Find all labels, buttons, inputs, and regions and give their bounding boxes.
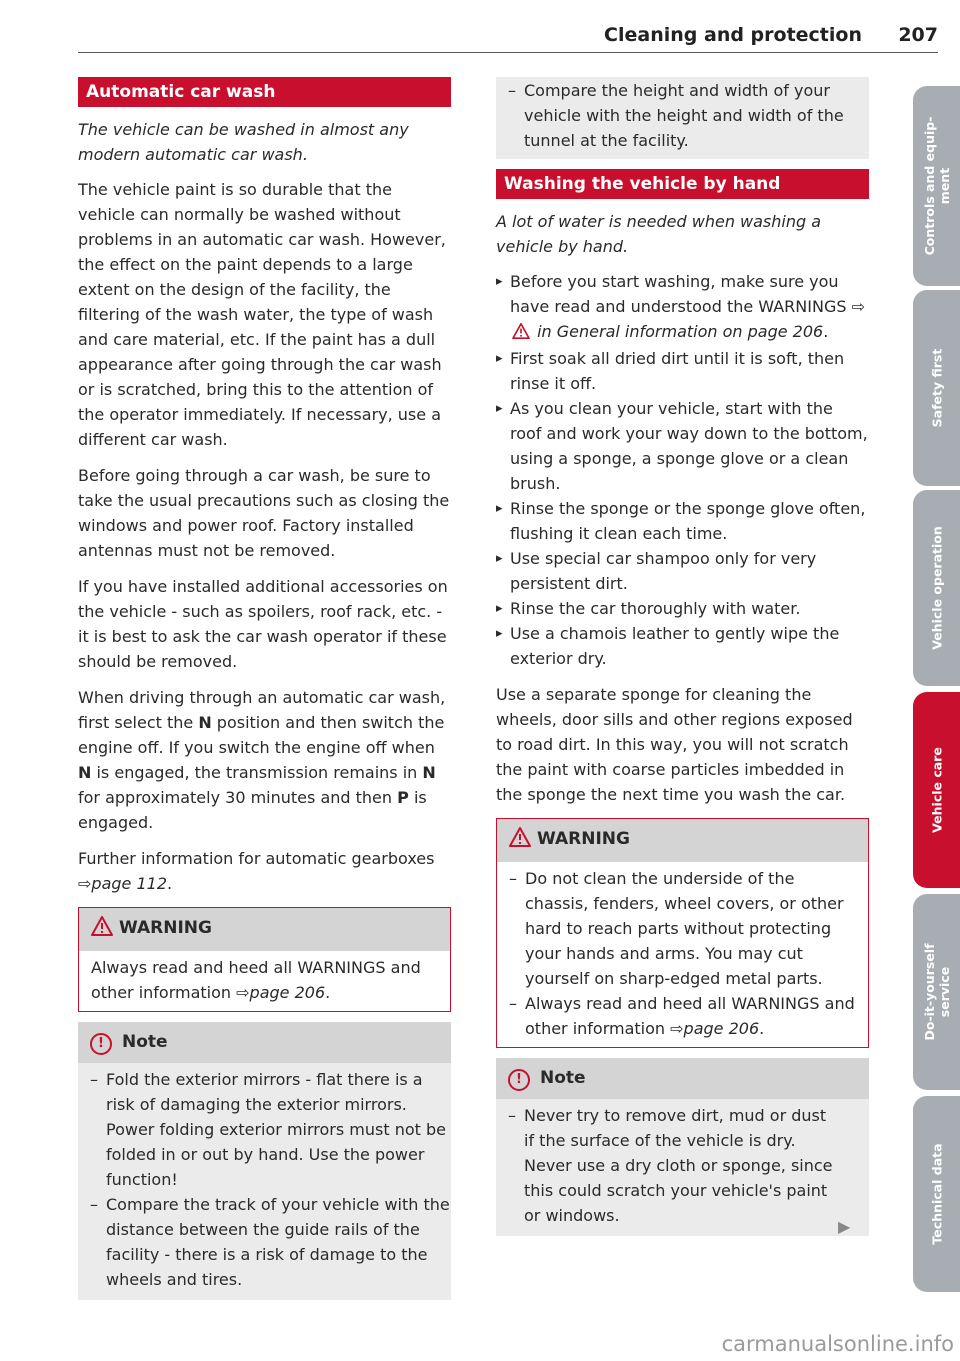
page-header: [78, 22, 938, 53]
page-number: 207: [898, 24, 938, 46]
note-title: ! Note: [496, 1058, 869, 1099]
continue-arrow-icon: ▶: [838, 1217, 851, 1236]
list-item: – Do not clean the underside of the chassis, fenders, wheel covers, or other hard to reach parts without protecting your hands and arms. You may cut yourself on sharp-edged metal parts.: [497, 866, 860, 991]
paragraph-further-info: Further information for automatic gearboxes ⇨page 112.: [78, 849, 435, 893]
tab-label: Vehicle care: [929, 747, 944, 833]
list-item: ▸ As you clean your vehicle, start with the roof and work your way down to the bottom, using a sponge, a sponge glove or a clean brush.: [496, 396, 869, 496]
list-item: ▸ Rinse the car thoroughly with water.: [496, 596, 869, 621]
info-icon: !: [90, 1033, 112, 1055]
paragraph: Use a separate sponge for cleaning the wheels, door sills and other regions exposed to road dirt. In this way, you will not scratch the paint with coarse particles imbedded in the sponge the next time you wash the car.: [496, 685, 853, 804]
list-item: ▸ Use a chamois leather to gently wipe the exterior dry.: [496, 621, 869, 671]
note-list: [78, 1063, 451, 1300]
tab-do-it-yourself-service[interactable]: [913, 894, 960, 1090]
list-item: – Always read and heed all WARNINGS and other information ⇨page 206.: [497, 991, 860, 1041]
paragraph: The vehicle paint is so durable that the vehicle can normally be washed without problems in an automatic car wash. However, the effect on the paint depends to a large extent on the design of the facility, the filtering of the wash water, the type of wash and care material, etc. If the paint has a dull appearance after going through the car wash or is scratched, bring this to the attention of the operator immediately. If necessary, use a different car wash.: [78, 180, 446, 449]
section-heading-automatic-car-wash: Automatic car wash: [78, 77, 451, 107]
warning-box: [78, 907, 451, 1012]
paragraph: Before going through a car wash, be sure to take the usual precautions such as closing the windows and power roof. Factory installed antennas must not be removed.: [78, 466, 450, 560]
note-box: [496, 1058, 869, 1236]
section-heading-washing-by-hand: Washing the vehicle by hand: [496, 169, 869, 199]
tab-label: Do-it-yourself service: [921, 943, 952, 1041]
warning-icon: [91, 916, 113, 943]
warning-box: [496, 818, 869, 1048]
tab-label: Technical data: [929, 1143, 944, 1245]
paragraph: If you have installed additional accessories on the vehicle - such as spoilers, roof rack, etc. - it is best to ask the car wash operator if these should be removed.: [78, 577, 448, 671]
intro-text: The vehicle can be washed in almost any modern automatic car wash.: [78, 120, 409, 164]
tab-technical-data[interactable]: [913, 1096, 960, 1292]
left-column: [78, 77, 451, 1310]
tab-vehicle-operation[interactable]: [913, 490, 960, 686]
tab-label: Safety first: [929, 348, 944, 428]
list-item: – Compare the track of your vehicle with the distance between the guide rails of the facility - there is a risk of damage to the wheels and tires.: [78, 1192, 451, 1292]
intro-text: A lot of water is needed when washing a vehicle by hand.: [496, 212, 822, 256]
list-item: ▸ Rinse the sponge or the sponge glove often, flushing it clean each time.: [496, 496, 869, 546]
page-link[interactable]: ⇨page 206: [236, 983, 326, 1002]
page-link[interactable]: in General information on page 206: [537, 322, 824, 341]
list-item: ▸ First soak all dried dirt until it is soft, then rinse it off.: [496, 346, 869, 396]
list-item: – Never try to remove dirt, mud or dust if the surface of the vehicle is dry. Never use a dry cloth or sponge, since this could scratch your vehicle's paint or windows.: [496, 1103, 839, 1228]
warning-icon: [509, 827, 531, 854]
tab-label: Controls and equip- ment: [921, 116, 952, 256]
tab-safety-first[interactable]: [913, 290, 960, 486]
warning-title: WARNING: [497, 819, 868, 862]
list-item: – Fold the exterior mirrors - flat there is a risk of damaging the exterior mirrors. Power folding exterior mirrors must not be folded in or out by hand. Use the power function!: [78, 1067, 451, 1192]
header-title: Cleaning and protection: [604, 24, 862, 46]
right-column: [496, 77, 869, 1246]
warning-title: WARNING: [79, 908, 450, 951]
note-title: ! Note: [78, 1022, 451, 1063]
note-box: [78, 1022, 451, 1300]
note-list: [496, 1099, 869, 1236]
paragraph-gear-selection: When driving through an automatic car wash, first select the N position and then switch the engine off. If you switch the engine off when N is engaged, the transmission remains in N for approximately 30 minutes and then P is engaged.: [78, 688, 446, 832]
page-link[interactable]: ⇨page 206: [670, 1019, 760, 1038]
page-link[interactable]: ⇨page 112: [78, 874, 167, 893]
tab-vehicle-care[interactable]: [913, 692, 960, 888]
tab-label: Vehicle operation: [929, 526, 944, 650]
steps-list: [496, 269, 869, 671]
list-item: – Compare the height and width of your vehicle with the height and width of the tunnel at the facility.: [496, 78, 869, 153]
list-item: ▸ Before you start washing, make sure you have read and understood the WARNINGS ⇨ in General information on page 206.: [496, 269, 869, 346]
note-list: [496, 78, 869, 153]
list-item: ▸ Use special car shampoo only for very persistent dirt.: [496, 546, 869, 596]
tab-controls-and-equipment[interactable]: [913, 86, 960, 286]
site-watermark: carmanualsonline.info: [721, 1332, 954, 1356]
warning-body: Always read and heed all WARNINGS and other information ⇨page 206.: [91, 958, 421, 1002]
info-icon: !: [508, 1069, 530, 1091]
note-continuation: [496, 77, 869, 159]
warning-icon: [512, 321, 530, 346]
warning-list: [497, 862, 868, 1047]
